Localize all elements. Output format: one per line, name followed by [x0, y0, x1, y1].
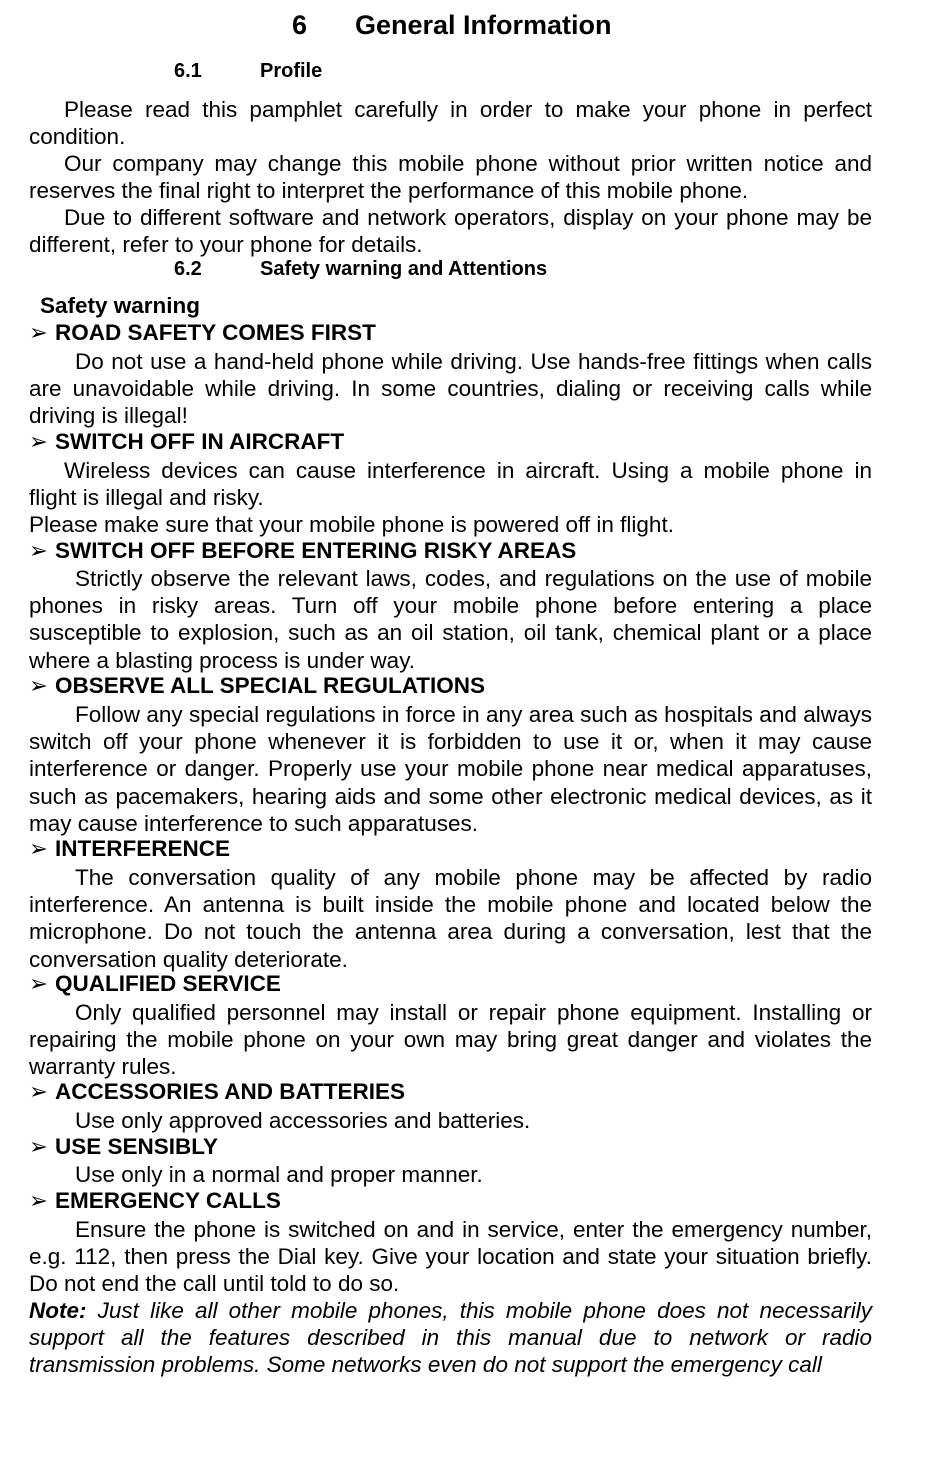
bullet-paragraph: Do not use a hand-held phone while driving. Use hands-free fittings when calls are unavoidable while driving. In some countries, dialing or receiving calls while driving is illegal! [29, 349, 872, 429]
section-title: Safety warning and Attentions [260, 258, 548, 280]
bullet-title: SWITCH OFF BEFORE ENTERING RISKY AREAS [55, 538, 577, 563]
bullet-paragraph: The conversation quality of any mobile phone may be affected by radio interference. An antenna is built inside the mobile phone and located below the microphone. Do not touch the antenna area during a conversation, lest that the conversation quality deteriorate. [29, 865, 872, 972]
section-number: 6.2 [174, 258, 202, 280]
bullet-title: EMERGENCY CALLS [55, 1188, 281, 1213]
profile-paragraph: Please read this pamphlet carefully in order to make your phone in perfect condition. [29, 97, 872, 150]
bullet-paragraph: Follow any special regulations in force in any area such as hospitals and always switch off your phone whenever it is forbidden to use it or, when it may cause interference or danger. Properly use your mobile phone near medical apparatuses, such as pacemakers, hearing aids and some other electronic medical devices, as it may cause interference to such apparatuses. [29, 702, 872, 836]
profile-paragraph: Due to different software and network operators, display on your phone may be different, refer to your phone for details. [29, 205, 872, 258]
arrow-bullet-icon: ➢ [29, 1134, 48, 1159]
bullet-paragraph: Ensure the phone is switched on and in service, enter the emergency number, e.g. 112, then press the Dial key. Give your location and state your situation briefly. Do not end the call until told to do so. [29, 1217, 872, 1297]
safety-warning-heading: Safety warning [40, 293, 201, 318]
arrow-bullet-icon: ➢ [29, 1079, 48, 1104]
bullet-title: SWITCH OFF IN AIRCRAFT [55, 429, 345, 454]
bullet-title: INTERFERENCE [55, 836, 231, 861]
arrow-bullet-icon: ➢ [29, 1188, 48, 1213]
bullet-paragraph: Please make sure that your mobile phone is powered off in flight. [29, 512, 674, 537]
arrow-bullet-icon: ➢ [29, 538, 48, 563]
profile-paragraph: Our company may change this mobile phone without prior written notice and reserves the final right to interpret the performance of this mobile phone. [29, 151, 872, 204]
note-label: Note: [29, 1298, 87, 1323]
bullet-heading [29, 1079, 405, 1105]
section-number: 6.1 [174, 60, 202, 82]
bullet-title: ACCESSORIES AND BATTERIES [55, 1079, 406, 1104]
bullet-heading [29, 1134, 218, 1160]
bullet-heading [29, 971, 281, 997]
chapter-number: 6 [292, 10, 308, 40]
section-title: Profile [260, 60, 323, 82]
chapter-heading [292, 10, 692, 41]
bullet-paragraph: Only qualified personnel may install or repair phone equipment. Installing or repairing the mobile phone on your own may bring great danger and violates the warranty rules. [29, 1000, 872, 1080]
bullet-heading [29, 320, 376, 346]
bullet-title: QUALIFIED SERVICE [55, 971, 281, 996]
bullet-heading [29, 836, 230, 862]
arrow-bullet-icon: ➢ [29, 320, 48, 345]
bullet-heading [29, 429, 344, 455]
section-heading-safety [174, 258, 547, 281]
bullet-title: OBSERVE ALL SPECIAL REGULATIONS [55, 673, 486, 698]
note-text: Just like all other mobile phones, this mobile phone does not necessarily support all the features described in this manual due to network or radio transmission problems. Some networks even do not support the emergency call [29, 1298, 872, 1378]
arrow-bullet-icon: ➢ [29, 971, 48, 996]
arrow-bullet-icon: ➢ [29, 836, 48, 861]
bullet-paragraph: Wireless devices can cause interference in aircraft. Using a mobile phone in flight is illegal and risky. [29, 458, 872, 511]
bullet-paragraph: Use only in a normal and proper manner. [75, 1162, 483, 1187]
note-paragraph [29, 1297, 872, 1379]
bullet-paragraph: Use only approved accessories and batteries. [75, 1108, 531, 1133]
bullet-heading [29, 673, 485, 699]
bullet-title: USE SENSIBLY [55, 1134, 218, 1159]
bullet-paragraph: Strictly observe the relevant laws, codes, and regulations on the use of mobile phones in risky areas. Turn off your mobile phone before entering a place susceptible to explosion, such as an oil station, oil tank, chemical plant or a place where a blasting process is under way. [29, 566, 872, 673]
section-heading-profile [174, 60, 322, 83]
bullet-heading [29, 1188, 281, 1214]
bullet-title: ROAD SAFETY COMES FIRST [55, 320, 376, 345]
arrow-bullet-icon: ➢ [29, 673, 48, 698]
chapter-title: General Information [355, 10, 612, 40]
bullet-heading [29, 538, 576, 564]
arrow-bullet-icon: ➢ [29, 429, 48, 454]
